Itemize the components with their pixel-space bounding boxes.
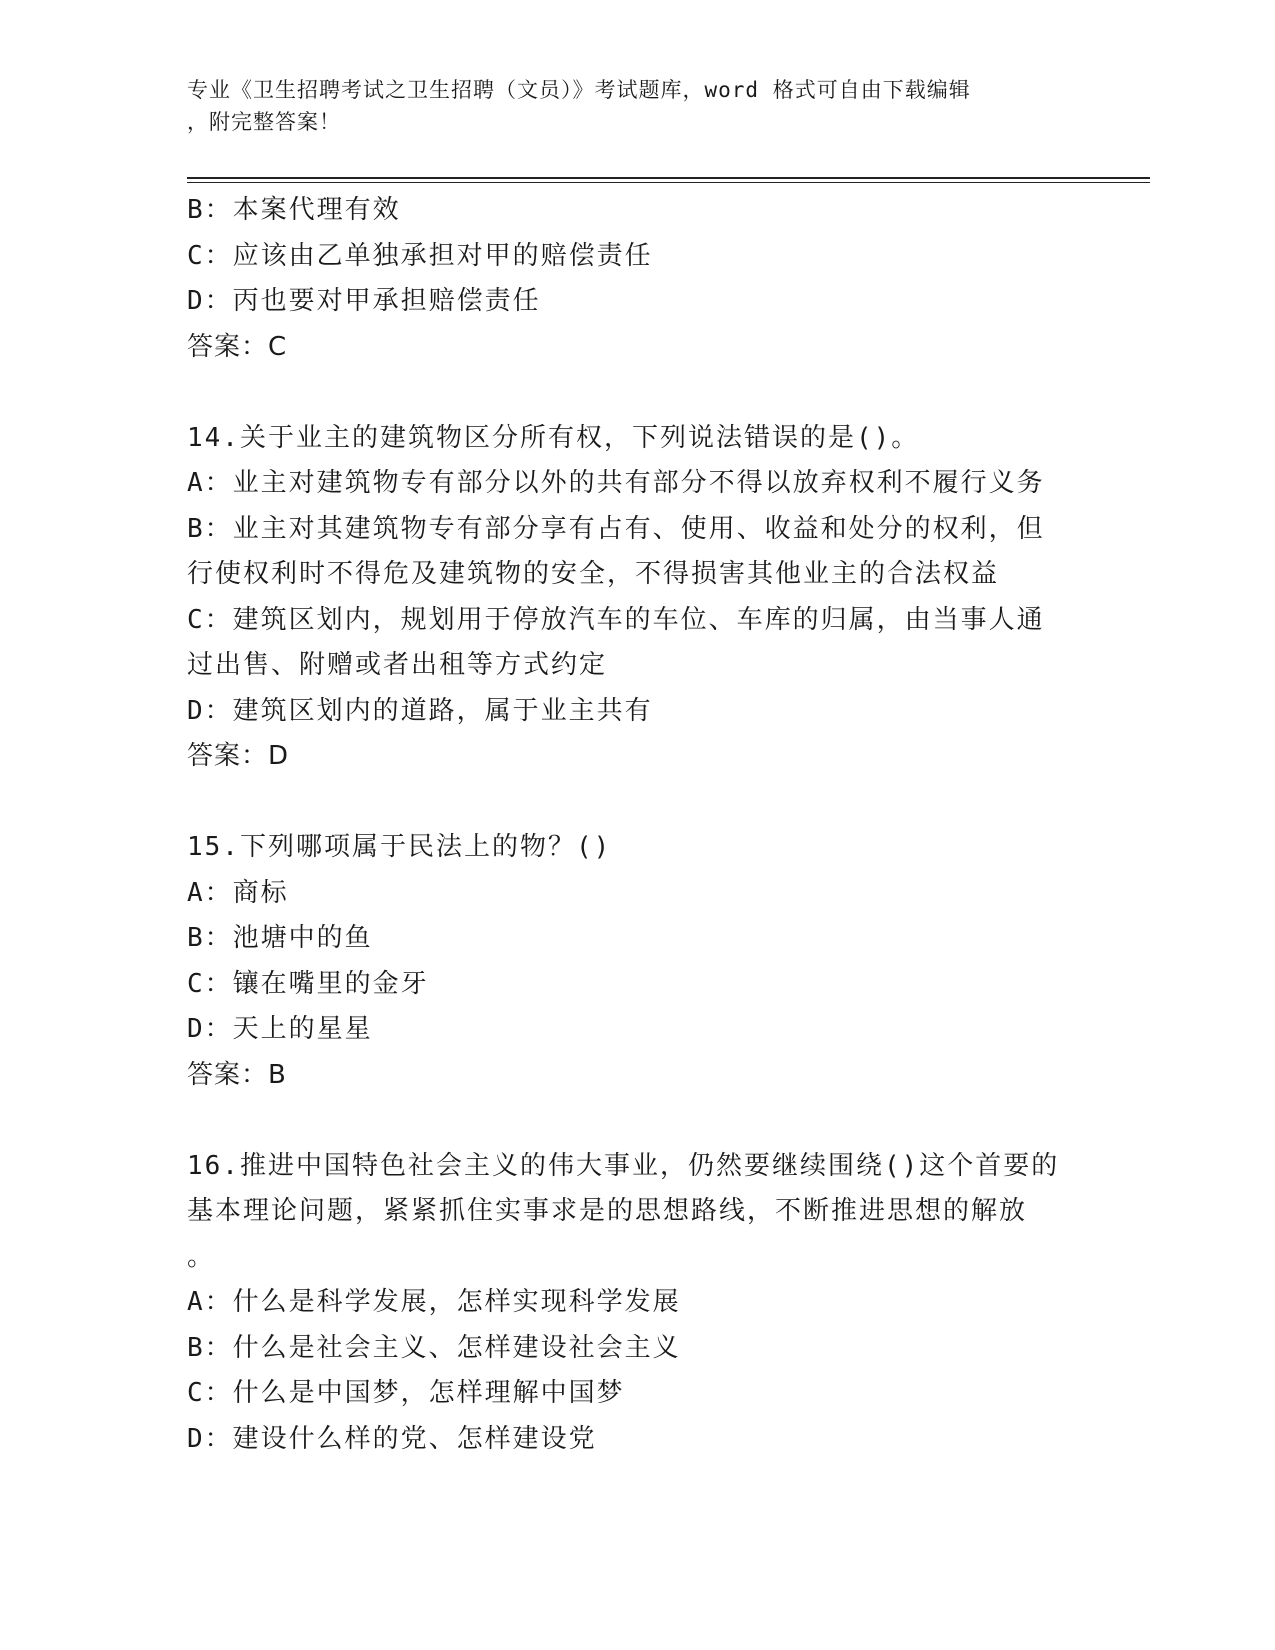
option-a: A：商标	[187, 877, 289, 908]
option-b-line-2: 行使权利时不得危及建筑物的安全，不得损害其他业主的合法权益	[187, 559, 1000, 589]
question-stem: 14.关于业主的建筑物区分所有权，下列说法错误的是()。	[187, 422, 920, 453]
option-c: C：镶在嘴里的金牙	[187, 968, 429, 999]
option-b: B：池塘中的鱼	[187, 923, 373, 953]
option-b: B：什么是社会主义、怎样建设社会主义	[187, 1332, 681, 1363]
question-16	[187, 1144, 1077, 1463]
option-c-line-2: 过出售、附赠或者出租等方式约定	[187, 650, 608, 680]
option-c: C：什么是中国梦，怎样理解中国梦	[187, 1378, 625, 1408]
option-c: C：应该由乙单独承担对甲的赔偿责任	[187, 240, 653, 271]
option-d: D：天上的星星	[187, 1014, 373, 1044]
question-stem-line-3: 。	[187, 1241, 216, 1272]
spacer	[187, 780, 1077, 826]
question-13	[187, 188, 1077, 370]
spacer	[187, 370, 1077, 416]
question-list	[187, 188, 1077, 1462]
option-d: D：建筑区划内的道路，属于业主共有	[187, 695, 653, 726]
option-a: A：什么是科学发展，怎样实现科学发展	[187, 1287, 681, 1317]
option-c-line-1: C：建筑区划内，规划用于停放汽车的车位、车库的归属，由当事人通	[187, 604, 1045, 635]
question-stem-line-1: 16.推进中国特色社会主义的伟大事业，仍然要继续围绕()这个首要的	[187, 1150, 1060, 1181]
answer: 答案：D	[187, 741, 290, 771]
option-d: D：丙也要对甲承担赔偿责任	[187, 286, 541, 316]
option-b-line-1: B：业主对其建筑物专有部分享有占有、使用、收益和处分的权利，但	[187, 513, 1045, 544]
header-divider-thin	[187, 182, 1150, 183]
question-stem: 15.下列哪项属于民法上的物？()	[187, 832, 612, 862]
option-a: A：业主对建筑物专有部分以外的共有部分不得以放弃权利不履行义务	[187, 468, 1045, 498]
option-d: D：建设什么样的党、怎样建设党	[187, 1423, 597, 1454]
question-stem-line-2: 基本理论问题，紧紧抓住实事求是的思想路线，不断推进思想的解放	[187, 1196, 1028, 1226]
header-divider-thick	[187, 177, 1150, 179]
answer: 答案：B	[187, 1059, 287, 1090]
question-14	[187, 416, 1077, 780]
document-header	[187, 74, 1067, 138]
option-b: B：本案代理有效	[187, 195, 401, 225]
answer: 答案：C	[187, 331, 288, 362]
header-line-2: ，附完整答案！	[187, 110, 341, 134]
header-line-1: 专业《卫生招聘考试之卫生招聘（文员）》考试题库，word 格式可自由下载编辑	[187, 78, 971, 102]
question-15	[187, 825, 1077, 1098]
spacer	[187, 1098, 1077, 1144]
